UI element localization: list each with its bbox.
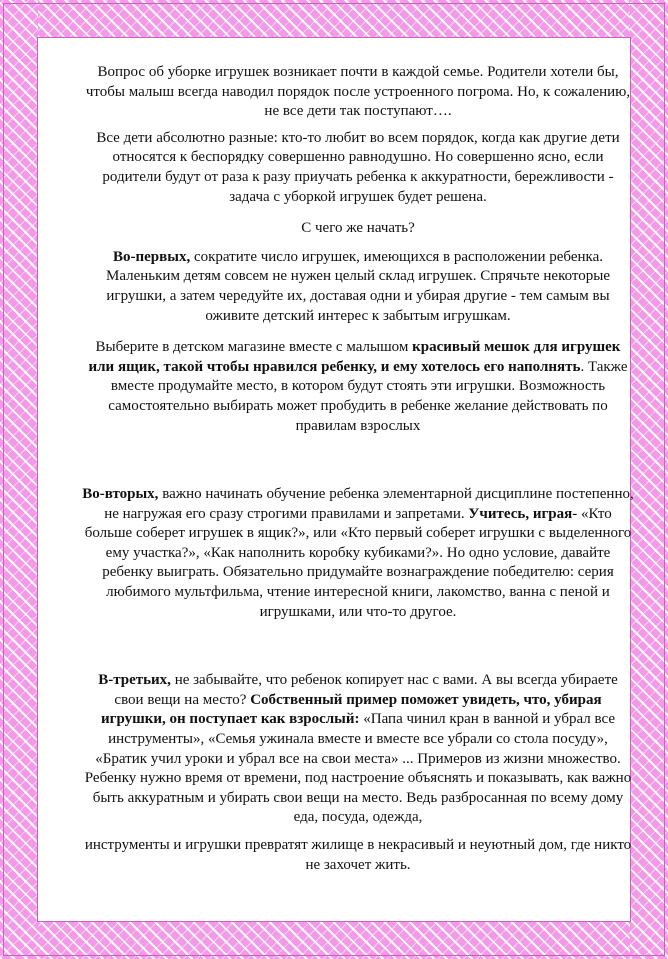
third-tip-text-2: «Папа чинил кран в ванной и убрал все инструменты», «Семья ужинала вместе и вместе все убрали со стола посуду», «Братик учил уроки и убрал все на свои места» ... Примеров из жизни множество. Ребенку нужно время от времени, под настроение объяснять и показывать, как важно быть аккуратным и убирать свои вещи на место. Ведь разбросанная по всему дому еда, посуда, одежда, — [84, 711, 632, 826]
toy-bag-post: . Также вместе продумайте место, в котором будут стоять эти игрушки. Возможность самостоятельно выбирать может пробудить в ребенке желание действовать по правилам взрослых — [108, 358, 628, 434]
toy-bag-pre: Выберите в детском магазине вместе с малышом — [95, 339, 413, 356]
third-tip-lead: В-третьих, — [98, 672, 171, 689]
second-tip-lead: Во-вторых, — [82, 486, 159, 503]
intro-paragraph: Вопрос об уборке игрушек возникает почти в каждой семье. Родители хотели бы, чтобы малыш всегда наводил порядок после устроенного погрома. Но, к сожалению, не все дети так поступают…. — [85, 64, 631, 120]
third-tip-bold: Собственный пример поможет увидеть, что, убирая игрушки, он поступает как взрослый: — [100, 691, 602, 728]
toy-bag-paragraph — [82, 338, 634, 436]
difference-paragraph: Все дети абсолютно разные: кто-то любит во всем порядок, когда как другие дети относятся к беспорядку совершенно равнодушно. Но совершенно ясно, если родители будут от раза к разу приучать ребенка к аккуратности, бережливости - задача с уборкой игрушек будет решена. — [96, 129, 620, 205]
first-tip-lead: Во-первых, — [113, 248, 191, 265]
second-tip-text-2: - «Кто больше соберет игрушек в ящик?», или «Кто первый соберет игрушки с выделенного ему участка?», «Как наполнить коробку кубиками?». Но одно условие, давайте ребенку выиграть. Обязательно придумайте вознаграждение победителю: серия любимого мультфильма, чтение интересной книги, лакомство, ванна с пеной и игрушками, или что-то другое. — [84, 505, 632, 620]
article-body — [82, 63, 634, 875]
question-paragraph: С чего же начать? — [301, 220, 415, 237]
second-tip-text-1: важно начинать обучение ребенка элементарной дисциплине постепенно, не нагружая его сразу строгими правилами и запретами. — [104, 486, 634, 522]
second-tip-paragraph — [82, 485, 634, 622]
second-tip-bold: Учитесь, играя — [468, 505, 573, 522]
ending-paragraph: инструменты и игрушки превратят жилище в некрасивый и неуютный дом, где никто не захочет жить. — [84, 837, 632, 873]
first-tip-text: сократите число игрушек, имеющихся в расположении ребенка. Маленьким детям совсем не нужен целый склад игрушек. Спрячьте некоторые игрушки, а затем чередуйте их, доставая одни и убирая другие - тем самым вы оживите детский интерес к забытым игрушкам. — [105, 248, 611, 324]
third-tip-text-1: не забывайте, что ребенок копирует нас с вами. А вы всегда убираете свои вещи на место? — [114, 672, 618, 708]
first-tip-paragraph — [82, 248, 634, 326]
third-tip-paragraph — [82, 671, 634, 828]
toy-bag-bold: красивый мешок для игрушек или ящик, такой чтобы нравился ребенку, и ему хотелось его наполнять — [88, 339, 621, 375]
